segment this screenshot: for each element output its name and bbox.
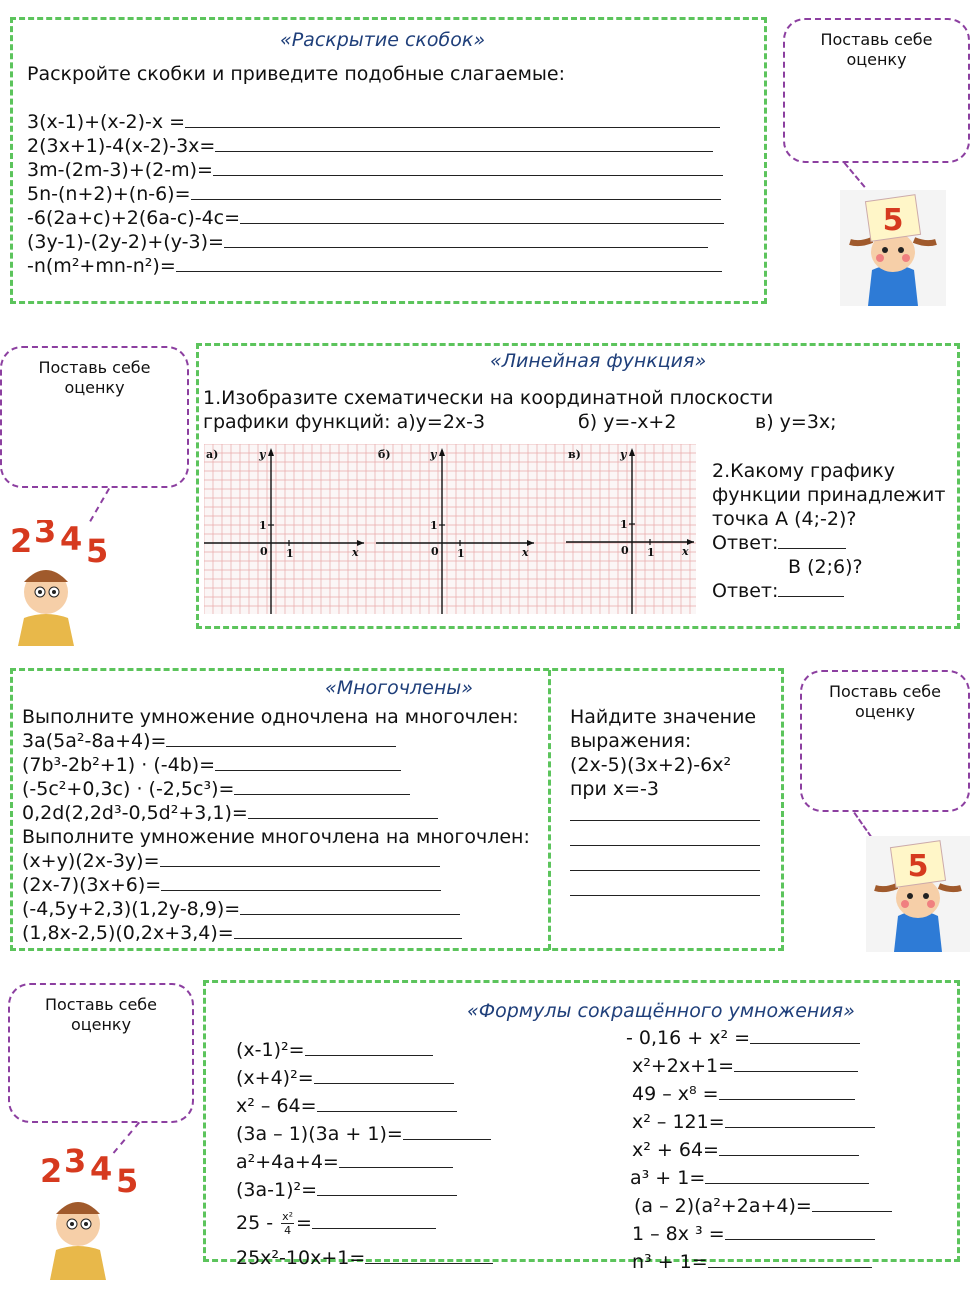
grade-bubble — [800, 670, 970, 812]
exercise-row — [22, 777, 438, 801]
section-title-formulas: «Формулы сокращённого умножения» — [467, 1000, 855, 1022]
polynomial-list — [22, 849, 462, 945]
exercise-expr: x² – 121= — [632, 1111, 725, 1133]
exercise-row — [27, 206, 724, 230]
kid-with-numbers-icon — [8, 520, 118, 646]
answer-line[interactable] — [778, 579, 844, 597]
exercise-row — [236, 1246, 493, 1274]
task1-line2a: графики функций: а)y=2x-3 — [203, 411, 486, 433]
exercise-expr: 3m-(2m-3)+(2-m)= — [27, 159, 213, 181]
answer-line[interactable] — [750, 1026, 860, 1044]
answer-label: Ответ: — [712, 532, 779, 554]
origin-label: 0 — [621, 544, 629, 557]
section-title-polynomials: «Многочлены» — [325, 677, 473, 699]
exercise-row — [27, 230, 724, 254]
exercise-row — [22, 849, 462, 873]
grade-bubble — [8, 983, 194, 1123]
exercise-expr: 25x²-10x+1= — [236, 1247, 366, 1269]
find-value-answer-lines — [570, 802, 760, 902]
exercise-expr: (3a-1)²= — [236, 1179, 318, 1201]
answer-line[interactable] — [705, 1166, 869, 1184]
grade-bubble — [0, 346, 189, 488]
formulas-left-list — [236, 1038, 493, 1274]
exercise-row — [626, 1194, 892, 1222]
exercise-row — [626, 1110, 892, 1138]
x-unit-label: 1 — [286, 547, 294, 560]
exercise-expr: a³ + 1= — [630, 1167, 706, 1189]
exercise-row — [236, 1066, 493, 1094]
x-unit-label: 1 — [647, 546, 655, 559]
exercise-expr: 3a(5a²-8a+4)= — [22, 730, 167, 752]
digit-text: 5 — [116, 1162, 139, 1200]
bubble-tail — [89, 488, 110, 522]
answer-label: Ответ: — [712, 580, 779, 602]
exercise-expr: (7b³-2b²+1) · (-4b)= — [22, 754, 216, 776]
exercise-expr: - 0,16 + x² = — [626, 1027, 751, 1049]
x-axis-label: x — [352, 546, 359, 559]
answer-line[interactable] — [365, 1246, 493, 1264]
answer-line[interactable] — [708, 1250, 872, 1268]
answer-line[interactable] — [317, 1094, 457, 1112]
exercise-row — [236, 1094, 493, 1122]
answer-line[interactable] — [719, 1082, 855, 1100]
fraction-denominator: 4 — [284, 1224, 292, 1237]
instruction-monomial: Выполните умножение одночлена на многочлен: — [22, 706, 519, 728]
task2-line3: точка А (4;-2)? — [712, 508, 857, 530]
exercise-row — [626, 1026, 892, 1054]
fraction-numerator: x² — [282, 1210, 294, 1223]
exercise-expr: 1 – 8x ³ = — [632, 1223, 725, 1245]
exercise-expr: (3a – 1)(3a + 1)= — [236, 1123, 403, 1145]
graph-label: а) — [206, 448, 219, 461]
digit-text: 2 — [10, 522, 33, 560]
formulas-right-list — [626, 1026, 892, 1278]
digit-text: 2 — [40, 1152, 63, 1190]
exercise-row — [626, 1166, 892, 1194]
exercise-row — [27, 254, 724, 278]
answer-line[interactable] — [248, 801, 438, 819]
exercise-expr: 2(3x+1)-4(x-2)-3x= — [27, 135, 216, 157]
digit-text: 3 — [64, 1148, 87, 1180]
find-value-line2: выражения: — [570, 730, 692, 752]
task2-line1: 2.Какому графику — [712, 460, 895, 482]
exercise-expr: 5n-(n+2)+(n-6)= — [27, 183, 191, 205]
exercise-row — [22, 729, 438, 753]
fraction — [281, 1210, 294, 1237]
answer-row-1 — [712, 531, 846, 555]
answer-line[interactable] — [240, 897, 460, 915]
exercise-expr: (1,8x-2,5)(0,2x+3,4)= — [22, 922, 234, 944]
origin-label: 0 — [260, 545, 268, 558]
digit-text: 4 — [90, 1150, 113, 1188]
answer-line[interactable] — [224, 230, 708, 248]
exercise-row — [22, 897, 462, 921]
exercise-expr: n³ + 1= — [632, 1251, 708, 1273]
exercise-expr: (3y-1)-(2y-2)+(y-3)= — [27, 231, 224, 253]
answer-line[interactable] — [215, 753, 401, 771]
equals-sign: = — [296, 1212, 312, 1234]
exercise-expr: 25 - — [236, 1212, 280, 1234]
exercise-row — [626, 1138, 892, 1166]
exercise-expr: a²+4a+4= — [236, 1151, 339, 1173]
answer-line[interactable] — [213, 158, 723, 176]
y-unit-label: 1 — [430, 519, 438, 532]
exercise-row — [626, 1054, 892, 1082]
exercise-expr: (-4,5y+2,3)(1,2y-8,9)= — [22, 898, 241, 920]
y-axis-label: y — [430, 448, 437, 461]
exercise-row — [236, 1150, 493, 1178]
answer-line[interactable] — [339, 1150, 453, 1168]
exercise-row — [236, 1178, 493, 1210]
grade-bubble-text: Поставь себе оценку — [828, 682, 942, 721]
exercise-expr: x² + 64= — [632, 1139, 719, 1161]
digit-text: 3 — [34, 520, 57, 550]
x-unit-label: 1 — [457, 547, 465, 560]
section-divider — [548, 670, 551, 950]
task2-line2: функции принадлежит — [712, 484, 946, 506]
y-axis-label: y — [620, 448, 627, 461]
exercise-expr: x²+2x+1= — [632, 1055, 735, 1077]
bubble-tail — [843, 162, 865, 188]
bubble-tail — [853, 812, 872, 838]
answer-line[interactable] — [403, 1122, 491, 1140]
coordinate-grids — [204, 444, 696, 614]
exercise-row — [236, 1038, 493, 1066]
answer-line[interactable] — [185, 110, 720, 128]
exercise-expr: -n(m²+mn-n²)= — [27, 255, 176, 277]
exercise-row — [236, 1210, 493, 1246]
exercise-expr: (-5c²+0,3c) · (-2,5c³)= — [22, 778, 235, 800]
exercise-row — [22, 753, 438, 777]
task1-line2c: в) y=3x; — [755, 411, 837, 433]
kid-with-numbers-icon — [38, 1148, 148, 1280]
exercise-row — [236, 1122, 493, 1150]
answer-line[interactable] — [161, 873, 441, 891]
find-value-condition: при x=-3 — [570, 778, 659, 800]
find-value-expr: (2x-5)(3x+2)-6x² — [570, 754, 732, 776]
x-axis-label: x — [522, 546, 529, 559]
instruction-brackets: Раскройте скобки и приведите подобные слагаемые: — [27, 63, 566, 85]
find-value-line1: Найдите значение — [570, 706, 757, 728]
answer-line[interactable] — [317, 1178, 457, 1196]
answer-line[interactable] — [215, 134, 713, 152]
grade-bubble-text: Поставь себе оценку — [820, 30, 933, 69]
digit-text: 4 — [60, 520, 83, 558]
answer-line[interactable] — [176, 254, 722, 272]
answer-row-2 — [712, 579, 844, 603]
answer-line[interactable] — [314, 1066, 454, 1084]
answer-line[interactable] — [240, 206, 724, 224]
kid-with-five-icon — [866, 836, 970, 952]
grade-five-text: 5 — [882, 203, 904, 238]
exercise-expr: 49 – x⁸ = — [632, 1083, 719, 1105]
exercise-row — [626, 1082, 892, 1110]
exercise-expr: x² – 64= — [236, 1095, 317, 1117]
task1-line2b: б) y=-x+2 — [578, 411, 677, 433]
section-title-brackets: «Раскрытие скобок» — [280, 29, 486, 51]
answer-line[interactable] — [725, 1222, 875, 1240]
exercise-row — [626, 1250, 892, 1278]
y-axis-label: y — [259, 448, 266, 461]
exercise-expr: (x+4)²= — [236, 1067, 314, 1089]
answer-line[interactable] — [234, 921, 462, 939]
graph-label: б) — [378, 448, 391, 461]
brackets-list — [27, 110, 724, 278]
exercise-expr: (a – 2)(a²+2a+4)= — [634, 1195, 812, 1217]
y-unit-label: 1 — [620, 518, 628, 531]
answer-line[interactable] — [312, 1211, 436, 1229]
digit-text: 5 — [86, 532, 109, 570]
x-axis-label: x — [682, 545, 689, 558]
answer-line[interactable] — [166, 729, 396, 747]
task1-line1: 1.Изобразите схематически на координатной плоскости — [203, 387, 774, 409]
answer-line[interactable] — [570, 877, 760, 896]
answer-line[interactable] — [778, 531, 846, 549]
exercise-row — [27, 158, 724, 182]
exercise-expr: (x+y)(2x-3y)= — [22, 850, 160, 872]
answer-line[interactable] — [234, 777, 410, 795]
answer-line[interactable] — [191, 182, 721, 200]
kid-with-five-icon — [840, 190, 946, 306]
exercise-expr: -6(2a+c)+2(6a-c)-4c= — [27, 207, 241, 229]
exercise-row — [626, 1222, 892, 1250]
exercise-expr: 0,2d(2,2d³-0,5d²+3,1)= — [22, 802, 248, 824]
exercise-row — [27, 110, 724, 134]
answer-line[interactable] — [725, 1110, 875, 1128]
exercise-row — [22, 873, 462, 897]
y-unit-label: 1 — [259, 519, 267, 532]
exercise-expr: (x-1)²= — [236, 1039, 305, 1061]
answer-line[interactable] — [570, 827, 760, 846]
answer-line[interactable] — [719, 1138, 859, 1156]
answer-line[interactable] — [812, 1194, 892, 1212]
exercise-row — [22, 921, 462, 945]
exercise-row — [22, 801, 438, 825]
exercise-expr: 3(x-1)+(x-2)-x = — [27, 111, 186, 133]
point-b: В (2;6)? — [788, 556, 863, 578]
answer-line[interactable] — [570, 852, 760, 871]
answer-line[interactable] — [160, 849, 440, 867]
answer-line[interactable] — [305, 1038, 433, 1056]
grade-bubble — [783, 18, 970, 163]
exercise-expr: (2x-7)(3x+6)= — [22, 874, 162, 896]
exercise-row — [27, 134, 724, 158]
section-title-linear: «Линейная функция» — [490, 350, 707, 372]
instruction-polynomial: Выполните умножение многочлена на многочлен: — [22, 826, 530, 848]
answer-line[interactable] — [734, 1054, 858, 1072]
grade-bubble-text: Поставь себе оценку — [38, 358, 151, 397]
origin-label: 0 — [431, 545, 439, 558]
answer-line[interactable] — [570, 802, 760, 821]
grade-five-text: 5 — [907, 849, 929, 884]
monomial-list — [22, 729, 438, 825]
graph-label: в) — [568, 448, 581, 461]
grade-bubble-text: Поставь себе оценку — [44, 995, 158, 1034]
exercise-row — [27, 182, 724, 206]
